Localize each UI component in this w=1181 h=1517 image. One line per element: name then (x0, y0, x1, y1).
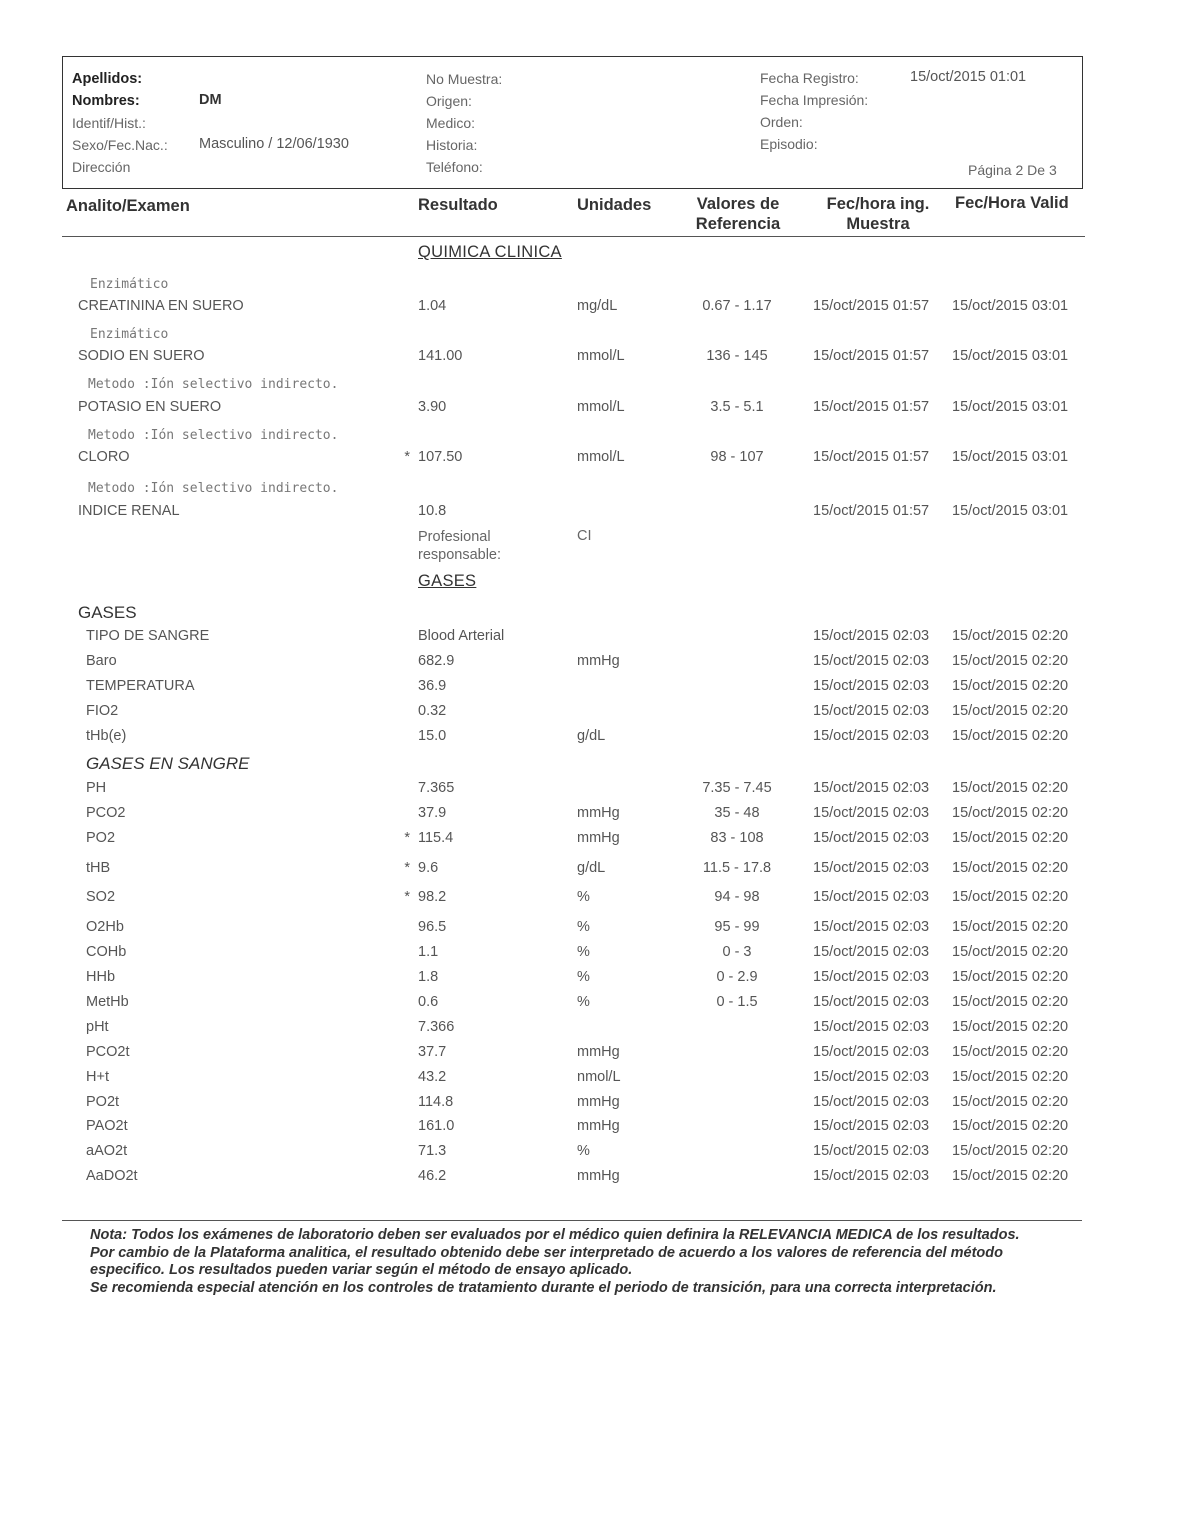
reference-range: 83 - 108 (710, 830, 764, 846)
analyte-name: TEMPERATURA (86, 678, 195, 694)
analyte-name: tHB (86, 860, 111, 876)
result-unit: mmHg (577, 1118, 620, 1134)
result-unit: % (577, 1143, 590, 1159)
analyte-name: PO2t (86, 1094, 120, 1110)
result-unit: % (577, 889, 590, 905)
col-fec-ing (816, 194, 940, 234)
validation-datetime: 15/oct/2015 02:20 (952, 1044, 1069, 1060)
analyte-name: PCO2t (86, 1044, 130, 1060)
result-row (0, 860, 1181, 880)
sample-datetime: 15/oct/2015 02:03 (813, 919, 930, 935)
result-value: 682.9 (418, 653, 455, 669)
analyte-name: SO2 (86, 889, 116, 905)
result-row (0, 1168, 1181, 1188)
sample-datetime: 15/oct/2015 02:03 (813, 1044, 930, 1060)
result-value: 141.00 (418, 348, 463, 364)
group-gases-en-sangre: GASES EN SANGRE (86, 754, 250, 773)
result-unit: mmHg (577, 830, 620, 846)
analyte-name: TIPO DE SANGRE (86, 628, 210, 644)
analyte-name: O2Hb (86, 919, 124, 935)
sample-datetime: 15/oct/2015 02:03 (813, 1094, 930, 1110)
result-unit: % (577, 969, 590, 985)
reference-range: 95 - 99 (714, 919, 760, 935)
sample-datetime: 15/oct/2015 01:57 (813, 348, 930, 364)
result-row (0, 1019, 1181, 1039)
validation-datetime: 15/oct/2015 02:20 (952, 969, 1069, 985)
result-row (0, 830, 1181, 850)
section-gases: GASES (418, 572, 477, 590)
validation-datetime: 15/oct/2015 02:20 (952, 919, 1069, 935)
result-value: 43.2 (418, 1069, 447, 1085)
analyte-name: PO2 (86, 830, 116, 846)
episodio-label: Episodio: (760, 136, 818, 152)
sample-datetime: 15/oct/2015 02:03 (813, 728, 930, 744)
result-unit: mmol/L (577, 449, 625, 465)
header-divider (62, 236, 1085, 237)
note-line-3: Se recomienda especial atención en los controles de tratamiento durante el periodo de transición, para una correcta interpretación. (90, 1279, 997, 1296)
result-unit: g/dL (577, 728, 606, 744)
result-unit: mg/dL (577, 298, 618, 314)
reference-range: 98 - 107 (710, 449, 764, 465)
col-valores-line: Valores de (696, 195, 780, 213)
validation-datetime: 15/oct/2015 02:20 (952, 1168, 1069, 1184)
reference-range: 7.35 - 7.45 (702, 780, 772, 796)
analyte-name: PAO2t (86, 1118, 128, 1134)
result-value: 0.6 (418, 994, 439, 1010)
col-unidades: Unidades (577, 196, 652, 214)
abnormal-flag: * (404, 860, 410, 876)
sample-datetime: 15/oct/2015 02:03 (813, 1143, 930, 1159)
result-unit: % (577, 944, 590, 960)
origen-label: Origen: (426, 93, 472, 109)
result-value: 115.4 (418, 830, 454, 846)
analyte-name: FIO2 (86, 703, 119, 719)
result-unit: mmHg (577, 1094, 620, 1110)
identif-label: Identif/Hist.: (72, 115, 146, 131)
reference-range: 0 - 1.5 (716, 994, 758, 1010)
result-unit: nmol/L (577, 1069, 621, 1085)
fecha-impresion-label: Fecha Impresión: (760, 92, 869, 108)
sample-datetime: 15/oct/2015 01:57 (813, 399, 930, 415)
sample-datetime: 15/oct/2015 02:03 (813, 889, 930, 905)
historia-label: Historia: (426, 137, 478, 153)
analyte-name: PCO2 (86, 805, 126, 821)
fecha-registro-value: 15/oct/2015 01:01 (910, 69, 1027, 85)
result-value: 37.9 (418, 805, 447, 821)
sample-datetime: 15/oct/2015 02:03 (813, 805, 930, 821)
result-value: 1.04 (418, 298, 447, 314)
result-row (0, 298, 1181, 318)
sexo-label: Sexo/Fec.Nac.: (72, 137, 168, 153)
note-line-1: Nota: Todos los exámenes de laboratorio deben ser evaluados por el médico quien definira la RELEVANCIA MEDICA de los resultados. (90, 1227, 1020, 1243)
result-row (0, 805, 1181, 825)
medico-label: Medico: (426, 115, 476, 131)
result-row (0, 628, 1181, 648)
sample-datetime: 15/oct/2015 02:03 (813, 944, 930, 960)
validation-datetime: 15/oct/2015 02:20 (952, 1118, 1069, 1134)
result-row (0, 1094, 1181, 1114)
validation-datetime: 15/oct/2015 02:20 (952, 1019, 1069, 1035)
result-unit: mmol/L (577, 399, 625, 415)
col-fec-ing-line: Fec/hora ing. (826, 195, 930, 213)
validation-datetime: 15/oct/2015 03:01 (952, 449, 1069, 465)
analyte-name: AaDO2t (86, 1168, 138, 1184)
sample-datetime: 15/oct/2015 02:03 (813, 780, 930, 796)
abnormal-flag: * (404, 830, 410, 846)
result-value: Blood Arterial (418, 628, 505, 644)
sample-datetime: 15/oct/2015 02:03 (813, 1168, 930, 1184)
validation-datetime: 15/oct/2015 02:20 (952, 889, 1069, 905)
result-row (0, 728, 1181, 748)
analyte-name: INDICE RENAL (78, 503, 180, 519)
sample-datetime: 15/oct/2015 02:03 (813, 1069, 930, 1085)
result-value: 96.5 (418, 919, 447, 935)
result-value: 7.366 (418, 1019, 455, 1035)
analyte-name: HHb (86, 969, 116, 985)
validation-datetime: 15/oct/2015 02:20 (952, 728, 1069, 744)
result-row (0, 399, 1181, 419)
validation-datetime: 15/oct/2015 03:01 (952, 348, 1069, 364)
result-value: 98.2 (418, 889, 447, 905)
profesional-label-line2: responsable: (418, 547, 502, 563)
validation-datetime: 15/oct/2015 02:20 (952, 653, 1069, 669)
sample-datetime: 15/oct/2015 02:03 (813, 1118, 930, 1134)
result-row (0, 994, 1181, 1014)
validation-datetime: 15/oct/2015 02:20 (952, 944, 1069, 960)
result-unit: % (577, 919, 590, 935)
section-quimica-clinica: QUIMICA CLINICA (418, 243, 562, 261)
result-row (0, 889, 1181, 909)
result-row (0, 1069, 1181, 1089)
result-value: 10.8 (418, 503, 447, 519)
sample-datetime: 15/oct/2015 02:03 (813, 969, 930, 985)
analyte-name: Baro (86, 653, 117, 669)
validation-datetime: 15/oct/2015 02:20 (952, 1094, 1069, 1110)
sample-datetime: 15/oct/2015 02:03 (813, 860, 930, 876)
validation-datetime: 15/oct/2015 03:01 (952, 503, 1069, 519)
method-note: Metodo :Ión selectivo indirecto. (88, 377, 339, 392)
result-value: 7.365 (418, 780, 455, 796)
result-row (0, 1118, 1181, 1138)
result-row (0, 449, 1181, 469)
result-row (0, 1044, 1181, 1064)
result-value: 0.32 (418, 703, 447, 719)
result-value: 1.1 (418, 944, 439, 960)
method-note: Enzimático (90, 327, 169, 342)
orden-label: Orden: (760, 114, 803, 130)
result-unit: mmHg (577, 1044, 620, 1060)
result-row (0, 678, 1181, 698)
result-row (0, 919, 1181, 939)
col-valores-referencia (690, 194, 786, 234)
result-row (0, 944, 1181, 964)
result-row (0, 780, 1181, 800)
method-note: Enzimático (90, 277, 169, 292)
validation-datetime: 15/oct/2015 02:20 (952, 805, 1069, 821)
sample-datetime: 15/oct/2015 02:03 (813, 703, 930, 719)
validation-datetime: 15/oct/2015 02:20 (952, 1069, 1069, 1085)
analyte-name: COHb (86, 944, 127, 960)
reference-range: 0 - 3 (722, 944, 752, 960)
reference-range: 35 - 48 (714, 805, 760, 821)
result-value: 3.90 (418, 399, 447, 415)
reference-range: 11.5 - 17.8 (702, 860, 772, 876)
analyte-name: pHt (86, 1019, 109, 1035)
result-value: 114.8 (418, 1094, 454, 1110)
note-line-2: Por cambio de la Plataforma analitica, el resultado obtenido debe ser interpretado de acuerdo a los valores de referencia del método especifico. Los resultados pueden variar según el método de ensayo aplicado. (90, 1244, 1003, 1278)
result-unit: mmHg (577, 805, 620, 821)
fecha-registro-label: Fecha Registro: (760, 70, 859, 86)
analyte-name: PH (86, 780, 107, 796)
reference-range: 0.67 - 1.17 (702, 298, 772, 314)
result-row (0, 1143, 1181, 1163)
result-row (0, 969, 1181, 989)
abnormal-flag: * (404, 449, 410, 465)
col-referencia-line: Referencia (695, 215, 781, 233)
profesional-label (418, 528, 501, 564)
result-value: 71.3 (418, 1143, 447, 1159)
result-unit: mmol/L (577, 348, 625, 364)
validation-datetime: 15/oct/2015 03:01 (952, 399, 1069, 415)
result-value: 46.2 (418, 1168, 447, 1184)
analyte-name: CREATININA EN SUERO (78, 298, 244, 314)
validation-datetime: 15/oct/2015 02:20 (952, 780, 1069, 796)
page-number: Página 2 De 3 (968, 162, 1057, 178)
reference-range: 94 - 98 (714, 889, 760, 905)
result-value: 15.0 (418, 728, 447, 744)
result-row (0, 653, 1181, 673)
sample-datetime: 15/oct/2015 02:03 (813, 830, 930, 846)
validation-datetime: 15/oct/2015 02:20 (952, 994, 1069, 1010)
validation-datetime: 15/oct/2015 02:20 (952, 628, 1069, 644)
sample-datetime: 15/oct/2015 02:03 (813, 653, 930, 669)
validation-datetime: 15/oct/2015 02:20 (952, 860, 1069, 876)
sample-datetime: 15/oct/2015 01:57 (813, 503, 930, 519)
result-value: 1.8 (418, 969, 439, 985)
sample-datetime: 15/oct/2015 02:03 (813, 1019, 930, 1035)
result-value: 161.0 (418, 1118, 455, 1134)
result-value: 37.7 (418, 1044, 447, 1060)
direccion-label: Dirección (72, 159, 131, 175)
apellidos-label: Apellidos: (72, 71, 143, 87)
analyte-name: aAO2t (86, 1143, 128, 1159)
method-note: Metodo :Ión selectivo indirecto. (88, 481, 339, 496)
result-row (0, 503, 1181, 523)
reference-range: 0 - 2.9 (716, 969, 758, 985)
sample-datetime: 15/oct/2015 01:57 (813, 449, 930, 465)
sample-datetime: 15/oct/2015 02:03 (813, 678, 930, 694)
validation-datetime: 15/oct/2015 02:20 (952, 678, 1069, 694)
method-note: Metodo :Ión selectivo indirecto. (88, 428, 339, 443)
footer-note (90, 1227, 1060, 1297)
result-value: 9.6 (418, 860, 439, 876)
nombres-label: Nombres: (72, 93, 140, 109)
validation-datetime: 15/oct/2015 03:01 (952, 298, 1069, 314)
sexo-value: Masculino / 12/06/1930 (199, 136, 349, 152)
result-value: 36.9 (418, 678, 447, 694)
result-row (0, 703, 1181, 723)
profesional-value: CI (577, 528, 592, 544)
muestra-label: No Muestra: (426, 71, 503, 87)
result-unit: mmHg (577, 1168, 620, 1184)
result-unit: mmHg (577, 653, 620, 669)
analyte-name: MetHb (86, 994, 129, 1010)
result-row (0, 348, 1181, 368)
sample-datetime: 15/oct/2015 02:03 (813, 994, 930, 1010)
col-muestra-line: Muestra (846, 215, 910, 233)
profesional-label-line1: Profesional (418, 529, 491, 545)
result-value: 107.50 (418, 449, 463, 465)
col-resultado: Resultado (418, 196, 498, 214)
analyte-name: CLORO (78, 449, 130, 465)
analyte-name: tHb(e) (86, 728, 127, 744)
validation-datetime: 15/oct/2015 02:20 (952, 703, 1069, 719)
analyte-name: POTASIO EN SUERO (78, 399, 222, 415)
analyte-name: H+t (86, 1069, 109, 1085)
reference-range: 3.5 - 5.1 (710, 399, 764, 415)
footer-divider (62, 1220, 1082, 1221)
col-fec-valid: Fec/Hora Valid (955, 194, 1069, 212)
sample-datetime: 15/oct/2015 02:03 (813, 628, 930, 644)
telefono-label: Teléfono: (426, 159, 483, 175)
abnormal-flag: * (404, 889, 410, 905)
col-analito: Analito/Examen (66, 197, 190, 215)
reference-range: 136 - 145 (706, 348, 768, 364)
validation-datetime: 15/oct/2015 02:20 (952, 830, 1069, 846)
result-unit: % (577, 994, 590, 1010)
result-unit: g/dL (577, 860, 606, 876)
nombres-value: DM (199, 92, 222, 108)
sample-datetime: 15/oct/2015 01:57 (813, 298, 930, 314)
analyte-name: SODIO EN SUERO (78, 348, 205, 364)
validation-datetime: 15/oct/2015 02:20 (952, 1143, 1069, 1159)
group-gases: GASES (78, 603, 137, 622)
